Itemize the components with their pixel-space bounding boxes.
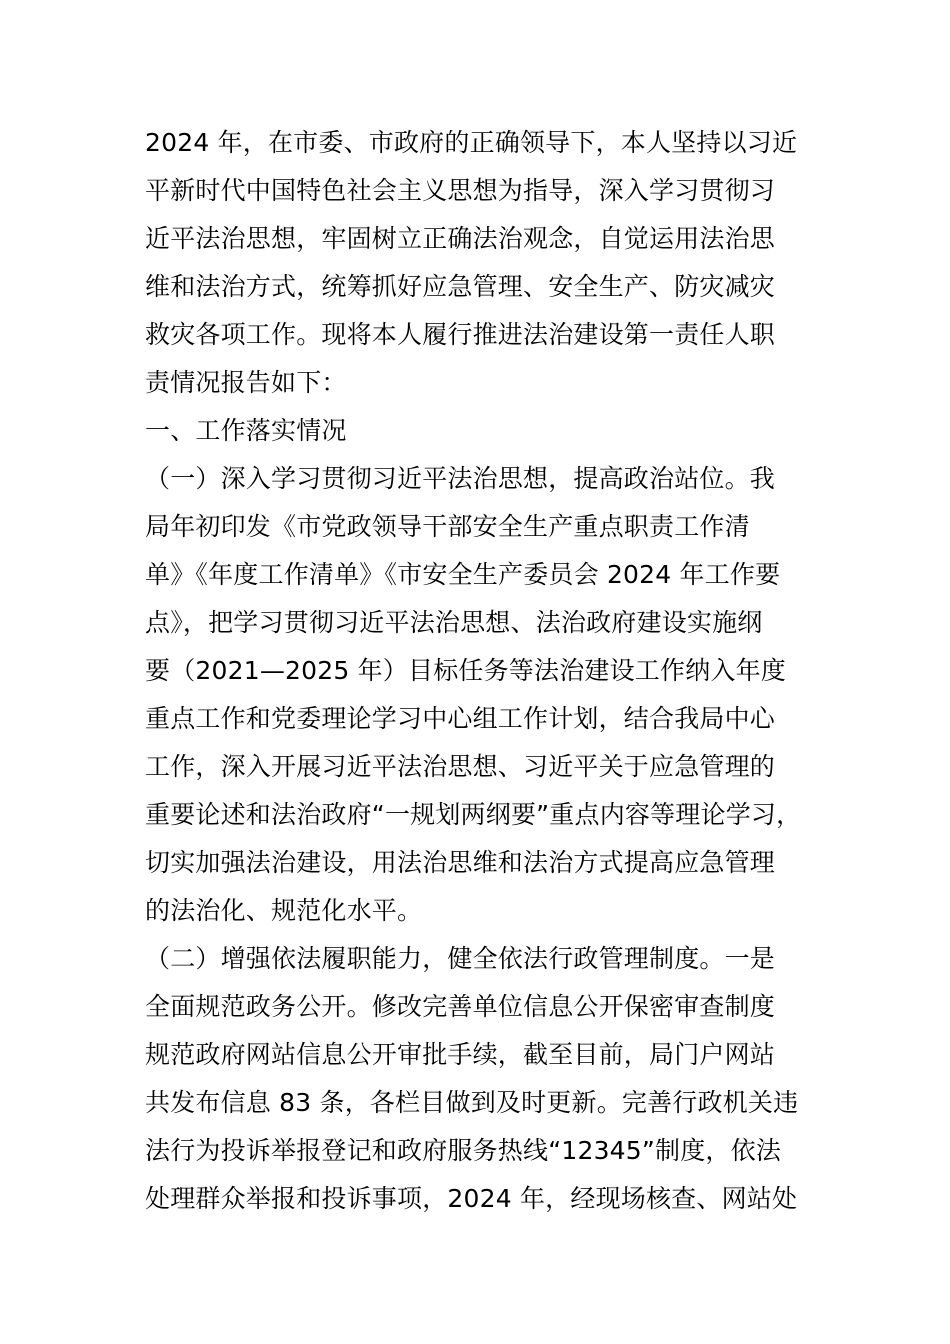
text-line: 全面规范政务公开。修改完善单位信息公开保密审查制度: [145, 992, 776, 1021]
body-text: [145, 119, 825, 1223]
text-line: 切实加强法治建设，用法治思维和法治方式提高应急管理: [145, 848, 776, 877]
text-line: 点》，把学习贯彻习近平法治思想、法治政府建设实施纲: [145, 608, 763, 637]
text-line: 责情况报告如下：: [145, 368, 347, 397]
text-line: 维和法治方式，统筹抓好应急管理、安全生产、防灾减灾: [145, 272, 776, 301]
section-heading: 一、工作落实情况: [145, 416, 347, 445]
text-line: 局年初印发《市党政领导干部安全生产重点职责工作清: [145, 512, 750, 541]
text-line: 2024 年，在市委、市政府的正确领导下，本人坚持以习近: [145, 128, 798, 157]
text-line: （一）深入学习贯彻习近平法治思想，提高政治站位。我: [145, 464, 776, 493]
text-line: 重点工作和党委理论学习中心组工作计划，结合我局中心: [145, 704, 776, 733]
text-line: 平新时代中国特色社会主义思想为指导，深入学习贯彻习: [145, 176, 776, 205]
text-line: 工作，深入开展习近平法治思想、习近平关于应急管理的: [145, 752, 776, 781]
text-line: 处理群众举报和投诉事项，2024 年，经现场核查、网站处: [145, 1184, 798, 1213]
text-line: 救灾各项工作。现将本人履行推进法治建设第一责任人职: [145, 320, 776, 349]
text-line: 法行为投诉举报登记和政府服务热线“12345”制度，依法: [145, 1136, 782, 1165]
text-line: 单》《年度工作清单》《市安全生产委员会 2024 年工作要: [145, 560, 781, 589]
text-line: （二）增强依法履职能力，健全依法行政管理制度。一是: [145, 944, 776, 973]
text-line: 规范政府网站信息公开审批手续，截至目前，局门户网站: [145, 1040, 776, 1069]
text-line: 共发布信息 83 条，各栏目做到及时更新。完善行政机关违: [145, 1088, 799, 1117]
text-line: 要（2021—2025 年）目标任务等法治建设工作纳入年度: [145, 656, 786, 685]
text-line: 的法治化、规范化水平。: [145, 896, 423, 925]
text-line: 近平法治思想，牢固树立正确法治观念，自觉运用法治思: [145, 224, 776, 253]
text-line: 重要论述和法治政府“一规划两纲要”重点内容等理论学习，: [145, 800, 802, 829]
